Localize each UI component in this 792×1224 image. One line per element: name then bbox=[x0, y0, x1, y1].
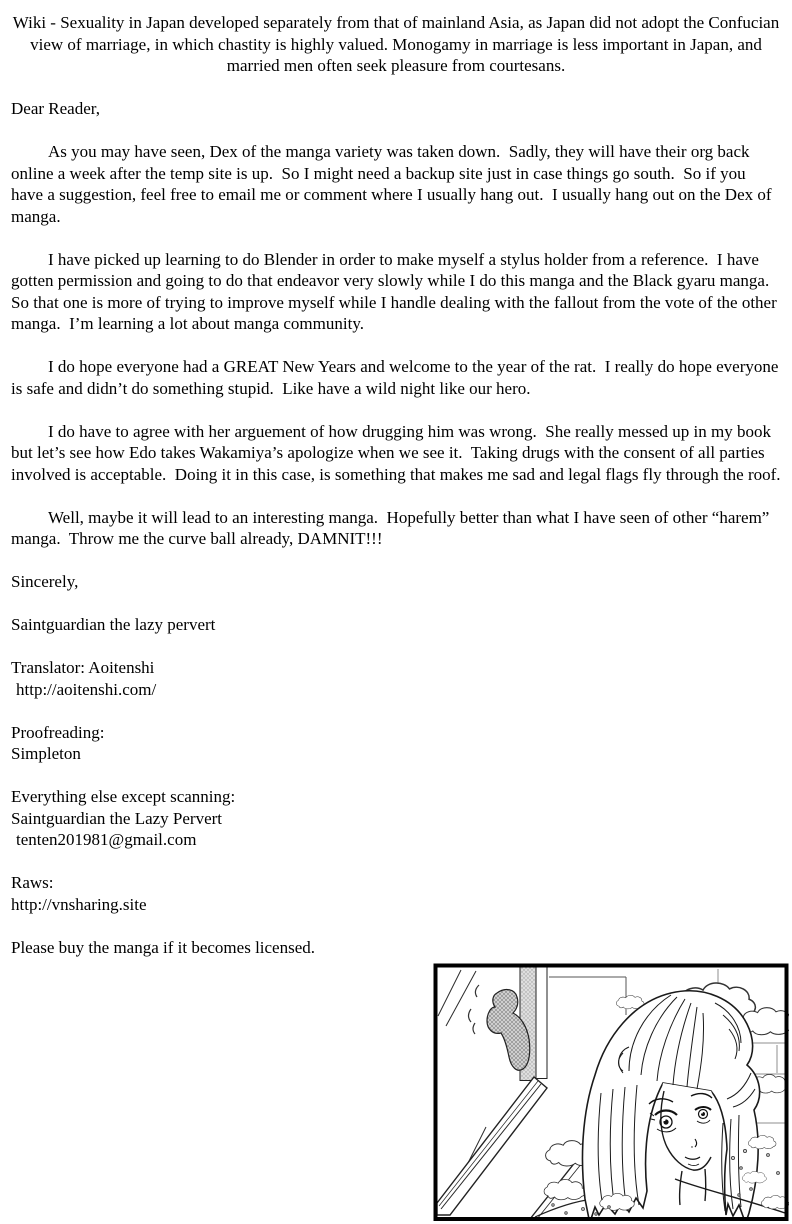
everything-else-name: Saintguardian the Lazy Pervert bbox=[11, 808, 223, 828]
license-note: Please buy the manga if it becomes licensed. bbox=[11, 937, 316, 957]
everything-else-label: Everything else except scanning: bbox=[11, 787, 236, 806]
manga-panel-svg bbox=[433, 963, 789, 1223]
manga-panel-illustration bbox=[433, 963, 789, 1223]
body-paragraph-3: I do hope everyone had a GREAT New Years and welcome to the year of the rat. I really do hope everyone is safe and didn’t do something stupid. Like have a wild night like our hero. bbox=[11, 357, 783, 398]
proofreading-label: Proofreading: bbox=[11, 722, 105, 742]
body-paragraph-5: Well, maybe it will lead to an interesting manga. Hopefully better than what I have seen of other “harem” manga. Throw me the curve ball already, DAMNIT!!! bbox=[11, 507, 774, 548]
raws-label: Raws: bbox=[11, 873, 54, 892]
nostril bbox=[691, 1146, 692, 1147]
contact-email: tenten201981@gmail.com bbox=[16, 830, 197, 849]
body-paragraph-4: I do have to agree with her arguement of how drugging him was wrong. She really messed up in my book but let’s see how Edo takes Wakamiya’s apologize when we see it. Taking drugs with the consent of all parties involved is acceptable. Doing it in this case, is something that makes me sad and legal flags fly through the roof. bbox=[11, 421, 781, 484]
closing: Sincerely, bbox=[11, 572, 79, 591]
body-paragraph-1: As you may have seen, Dex of the manga variety was taken down. Sadly, they will have their org back online a week after the temp site is up. So I might need a backup site just in case things go south. So if you have a suggestion, feel free to email me or comment where I usually hang out. I usually hang out on the Dex of manga. bbox=[11, 142, 776, 226]
translator-credit: Translator: Aoitenshi bbox=[11, 658, 155, 677]
proofreader-name: Simpleton bbox=[11, 744, 81, 763]
signature-name: Saintguardian the lazy pervert bbox=[11, 615, 216, 634]
translator-url: http://aoitenshi.com/ bbox=[16, 679, 157, 699]
letter-body bbox=[11, 12, 781, 980]
body-paragraph-2: I have picked up learning to do Blender in order to make myself a stylus holder from a reference. I have gotten permission and going to do that endeavor very slowly while I do this manga and the Black gyaru manga. So that one is more of trying to improve myself while I handle dealing with the fallout from the vote of the other manga. I’m learning a lot about manga community. bbox=[11, 249, 782, 333]
wiki-note-paragraph: Wiki - Sexuality in Japan developed separately from that of mainland Asia, as Japan did not adopt the Confucian view of marriage, in which chastity is highly valued. Monogamy in marriage is less important in Japan, and married men often seek pleasure from courtesans. bbox=[12, 13, 780, 75]
raws-url: http://vnsharing.site bbox=[11, 894, 147, 914]
salutation: Dear Reader, bbox=[11, 99, 100, 118]
